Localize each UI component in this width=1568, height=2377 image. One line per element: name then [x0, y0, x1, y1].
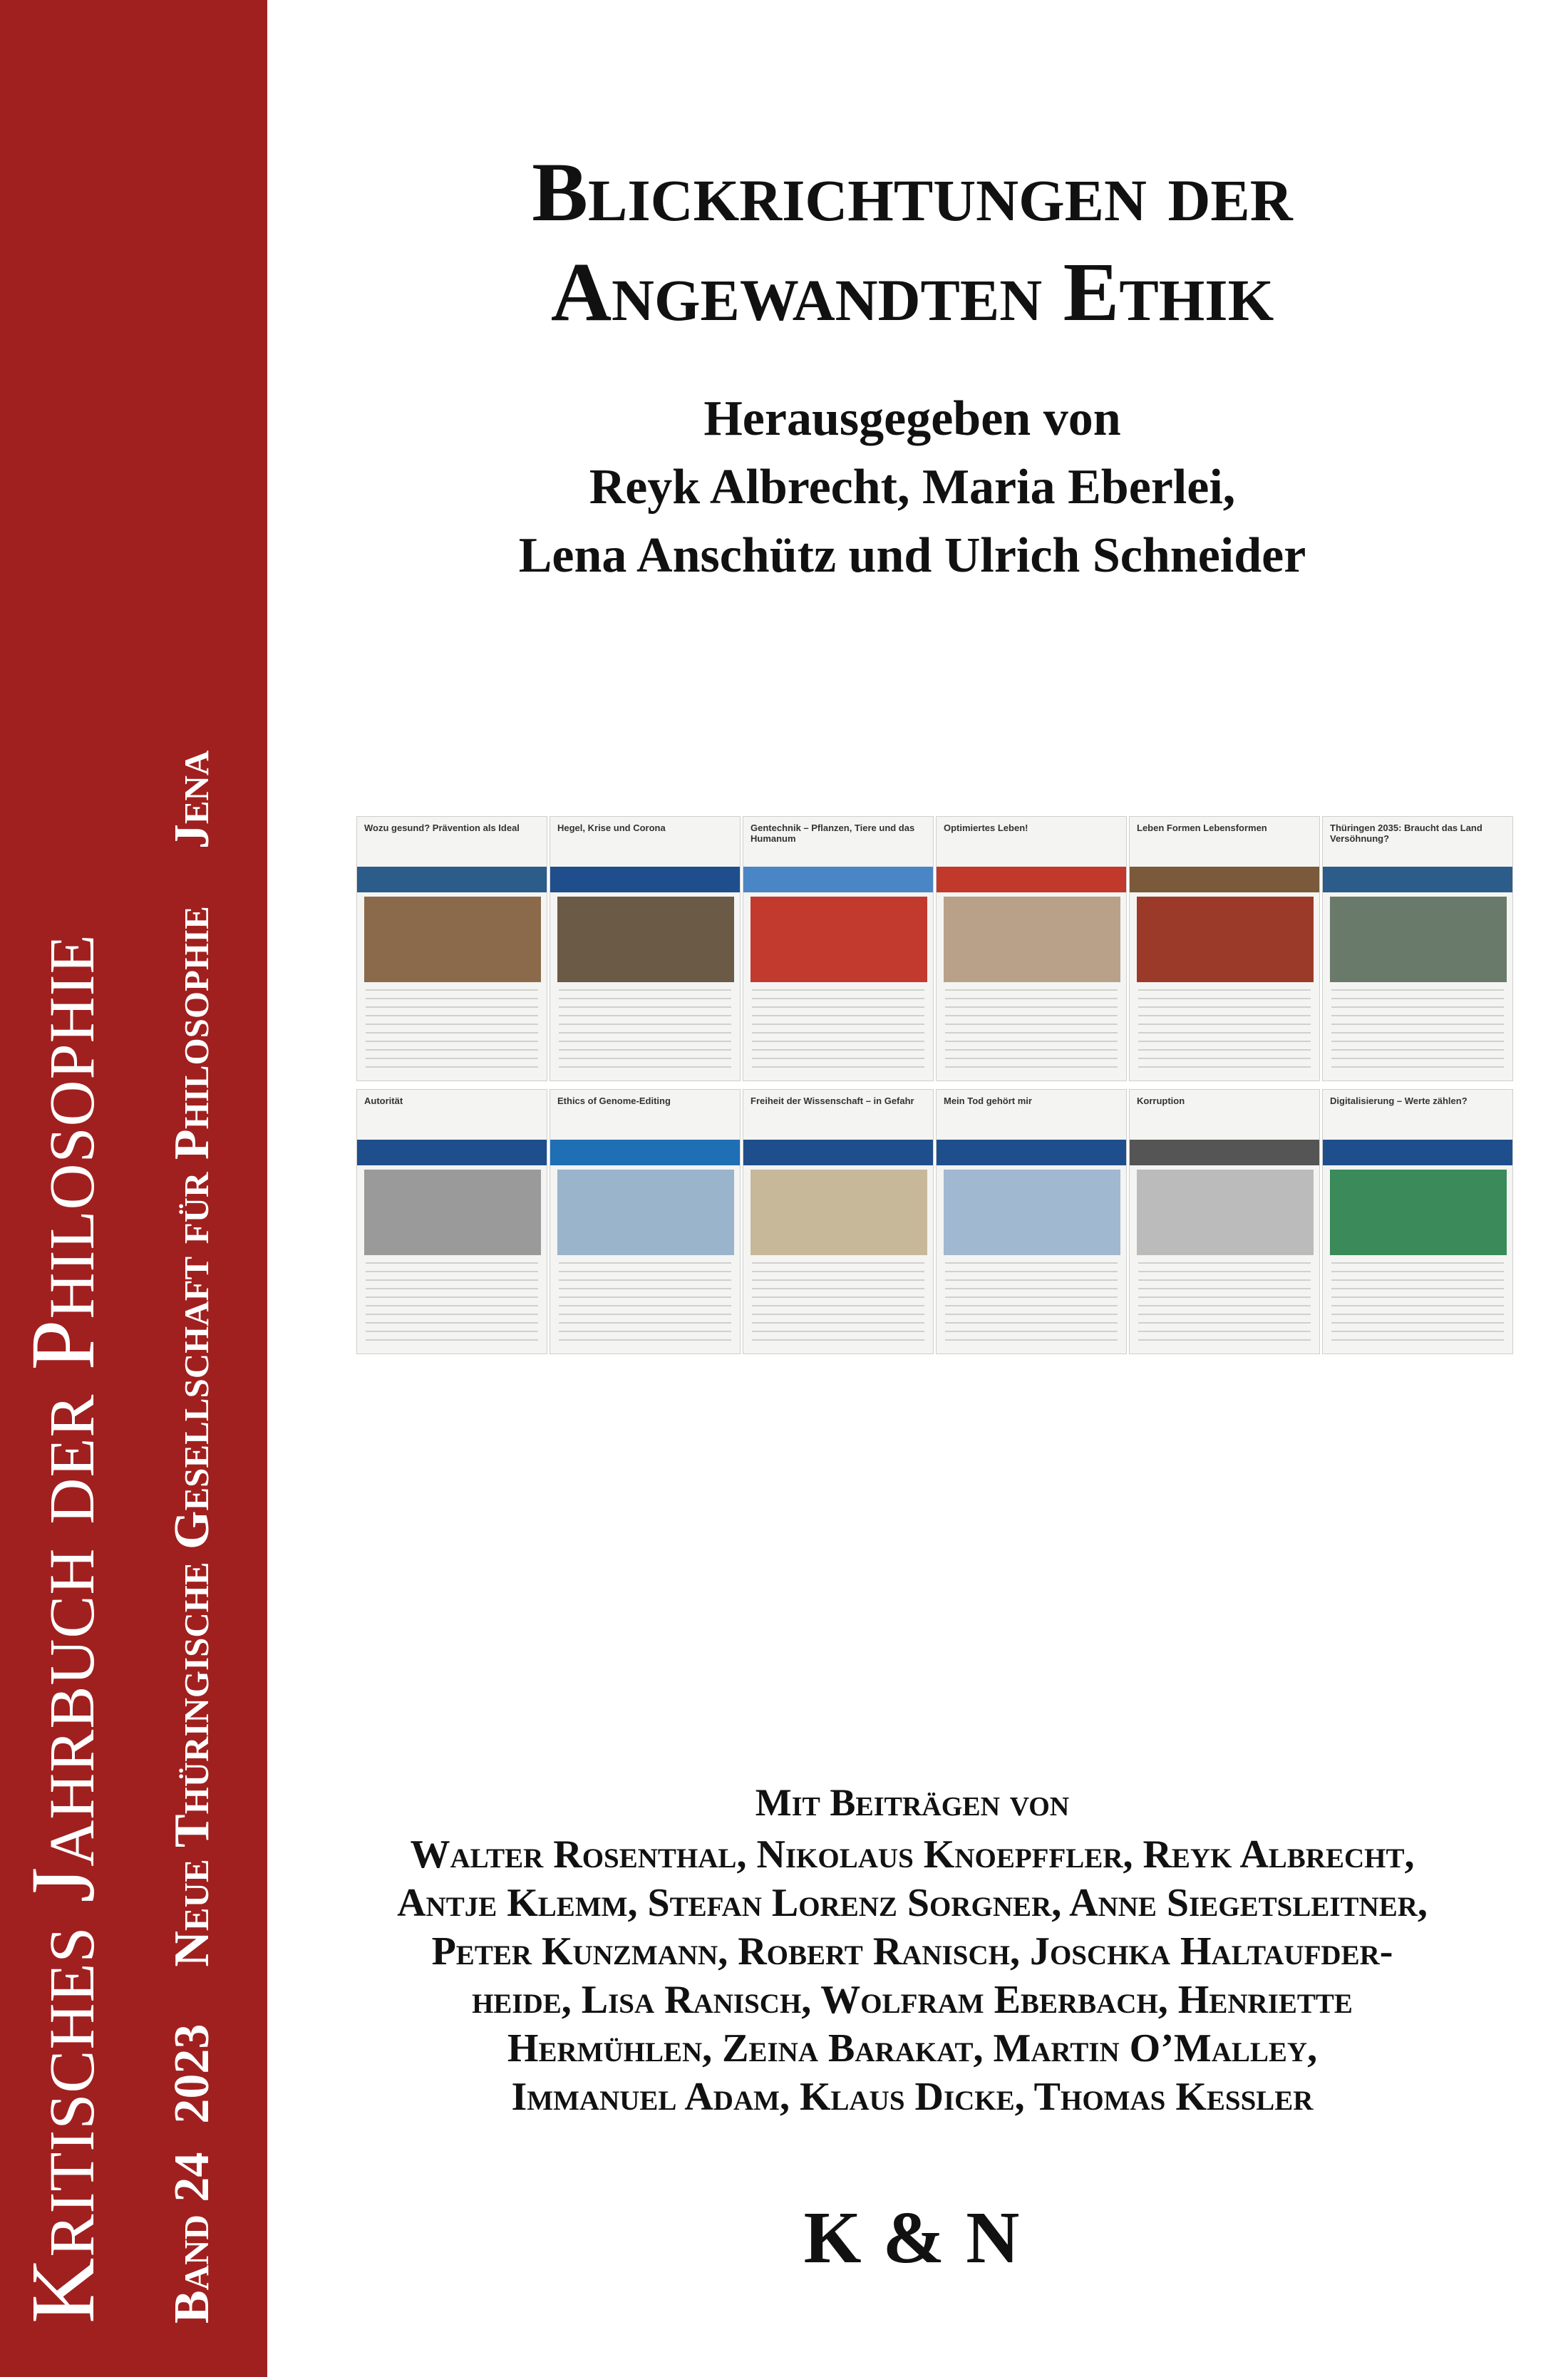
- poster-title: Autorität: [364, 1095, 403, 1106]
- poster-image: [1330, 897, 1507, 982]
- event-poster: [936, 1089, 1127, 1354]
- series-title: Kritisches Jahrbuch der Philosophie: [12, 934, 113, 2324]
- poster-image: [1137, 1170, 1314, 1255]
- poster-image: [944, 1170, 1120, 1255]
- event-poster: [1129, 1089, 1320, 1354]
- poster-band: [937, 867, 1126, 892]
- poster-band: [1130, 867, 1319, 892]
- poster-title: Freiheit der Wissenschaft – in Gefahr: [751, 1095, 914, 1106]
- poster-program-text: [945, 1262, 1118, 1341]
- poster-title: Optimiertes Leben!: [944, 823, 1028, 833]
- poster-title: Leben Formen Lebensformen: [1137, 823, 1267, 833]
- contributors-line: Hermühlen, Zeina Barakat, Martin O’Malley,: [507, 2026, 1318, 2071]
- poster-title: Digitalisierung – Werte zählen?: [1330, 1095, 1468, 1106]
- event-poster: [1129, 816, 1320, 1081]
- book-title: [335, 143, 1490, 342]
- poster-band: [357, 867, 547, 892]
- spine-band: [0, 0, 267, 2377]
- poster-program-text: [366, 989, 538, 1068]
- editors-line-1: Reyk Albrecht, Maria Eberlei,: [589, 460, 1236, 515]
- poster-image: [1330, 1170, 1507, 1255]
- year-label: 2023: [165, 2023, 220, 2124]
- event-poster: [356, 816, 547, 1081]
- editors-intro: Herausgegeben von: [703, 391, 1121, 446]
- poster-title: Hegel, Krise und Corona: [557, 823, 666, 833]
- poster-program-text: [559, 989, 731, 1068]
- poster-band: [1323, 1140, 1512, 1165]
- event-poster: [1322, 1089, 1513, 1354]
- poster-program-text: [559, 1262, 731, 1341]
- poster-title: Ethics of Genome-Editing: [557, 1095, 671, 1106]
- event-poster: [1322, 816, 1513, 1081]
- poster-band: [550, 1140, 740, 1165]
- event-poster: [550, 816, 741, 1081]
- poster-program-text: [752, 1262, 924, 1341]
- poster-band: [937, 1140, 1126, 1165]
- poster-program-text: [1331, 989, 1504, 1068]
- title-line-1: Blickrichtungen der: [532, 145, 1293, 239]
- event-poster: [743, 1089, 934, 1354]
- poster-title: Korruption: [1137, 1095, 1185, 1106]
- poster-band: [1323, 867, 1512, 892]
- contributors-line: Immanuel Adam, Klaus Dicke, Thomas Kessler: [511, 2075, 1314, 2119]
- event-poster: [356, 1089, 547, 1354]
- society-label: Neue Thüringische Gesellschaft für Philosophie: [165, 906, 220, 1967]
- poster-title: Mein Tod gehört mir: [944, 1095, 1032, 1106]
- poster-band: [743, 867, 933, 892]
- place-label: Jena: [165, 750, 220, 850]
- poster-title: Gentechnik – Pflanzen, Tiere und das Humanum: [751, 823, 915, 844]
- poster-program-text: [752, 989, 924, 1068]
- contributors-heading: Mit Beiträgen von: [755, 1781, 1070, 1824]
- poster-image: [557, 897, 734, 982]
- poster-program-text: [1138, 1262, 1311, 1341]
- contributors-list: [306, 1830, 1518, 2121]
- contributors-line: Walter Rosenthal, Nikolaus Knoepffler, Reyk Albrecht,: [410, 1832, 1415, 1877]
- poster-program-text: [366, 1262, 538, 1341]
- poster-band: [357, 1140, 547, 1165]
- poster-image: [751, 897, 927, 982]
- poster-image: [364, 897, 541, 982]
- poster-band: [1130, 1140, 1319, 1165]
- poster-title: Wozu gesund? Prävention als Ideal: [364, 823, 520, 833]
- volume-label: Band 24: [165, 2152, 220, 2324]
- editors-block: [335, 385, 1490, 590]
- poster-image: [557, 1170, 734, 1255]
- contributors-line: Peter Kunzmann, Robert Ranisch, Joschka Haltaufder-: [431, 1929, 1393, 1974]
- poster-title: Thüringen 2035: Braucht das Land Versöhnung?: [1330, 823, 1482, 844]
- contributors-line: heide, Lisa Ranisch, Wolfram Eberbach, Henriette: [472, 1978, 1353, 2022]
- poster-program-text: [945, 989, 1118, 1068]
- contributors-line: Antje Klemm, Stefan Lorenz Sorgner, Anne Siegetsleitner,: [397, 1881, 1428, 1925]
- event-poster: [743, 816, 934, 1081]
- poster-band: [550, 867, 740, 892]
- spine-subline: [164, 751, 221, 2324]
- poster-image: [364, 1170, 541, 1255]
- editors-line-2: Lena Anschütz und Ulrich Schneider: [518, 528, 1306, 583]
- poster-program-text: [1138, 989, 1311, 1068]
- event-poster: [550, 1089, 741, 1354]
- poster-collage: [356, 816, 1518, 1354]
- poster-image: [944, 897, 1120, 982]
- poster-image: [1137, 897, 1314, 982]
- title-line-2: Angewandten Ethik: [550, 245, 1274, 339]
- poster-image: [751, 1170, 927, 1255]
- publisher-logo: K & N: [803, 2197, 1021, 2279]
- poster-program-text: [1331, 1262, 1504, 1341]
- event-poster: [936, 816, 1127, 1081]
- poster-band: [743, 1140, 933, 1165]
